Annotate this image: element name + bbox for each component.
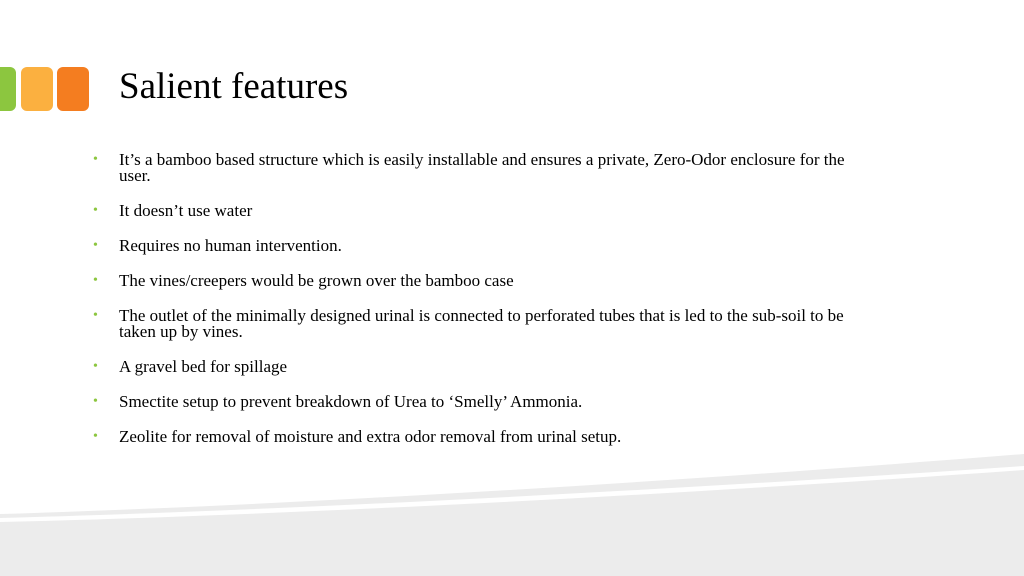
bullet-dot-icon: • <box>93 359 98 374</box>
accent-blocks <box>0 67 92 111</box>
bullet-item <box>93 357 879 376</box>
bullet-dot-icon: • <box>93 273 98 288</box>
bullet-item <box>93 392 879 411</box>
bullet-text: The vines/creepers would be grown over the bamboo case <box>119 271 514 290</box>
bullet-list <box>93 150 879 464</box>
bullet-text: It’s a bamboo based structure which is easily installable and ensures a private, Zero-Odor enclosure for the user. <box>119 150 845 185</box>
bullet-item <box>93 427 879 446</box>
bullet-item <box>93 306 879 341</box>
bullet-dot-icon: • <box>93 429 98 444</box>
bullet-text: It doesn’t use water <box>119 201 253 220</box>
bullet-item <box>93 150 879 185</box>
bullet-dot-icon: • <box>93 203 98 218</box>
bullet-dot-icon: • <box>93 238 98 253</box>
bullet-dot-icon: • <box>93 308 98 323</box>
bullet-item <box>93 271 879 290</box>
bullet-text: The outlet of the minimally designed urinal is connected to perforated tubes that is led to the sub-soil to be taken up by vines. <box>119 306 844 341</box>
orange-accent-block <box>57 67 89 111</box>
bullet-dot-icon: • <box>93 394 98 409</box>
bullet-text: Smectite setup to prevent breakdown of Urea to ‘Smelly’ Ammonia. <box>119 392 583 411</box>
bullet-item <box>93 201 879 220</box>
bullet-text: Zeolite for removal of moisture and extra odor removal from urinal setup. <box>119 427 622 446</box>
yellow-accent-block <box>21 67 53 111</box>
green-accent-block <box>0 67 16 111</box>
bullet-dot-icon: • <box>93 152 98 167</box>
slide-title: Salient features <box>119 66 349 107</box>
bullet-text: Requires no human intervention. <box>119 236 342 255</box>
bullet-item <box>93 236 879 255</box>
bullet-text: A gravel bed for spillage <box>119 357 288 376</box>
